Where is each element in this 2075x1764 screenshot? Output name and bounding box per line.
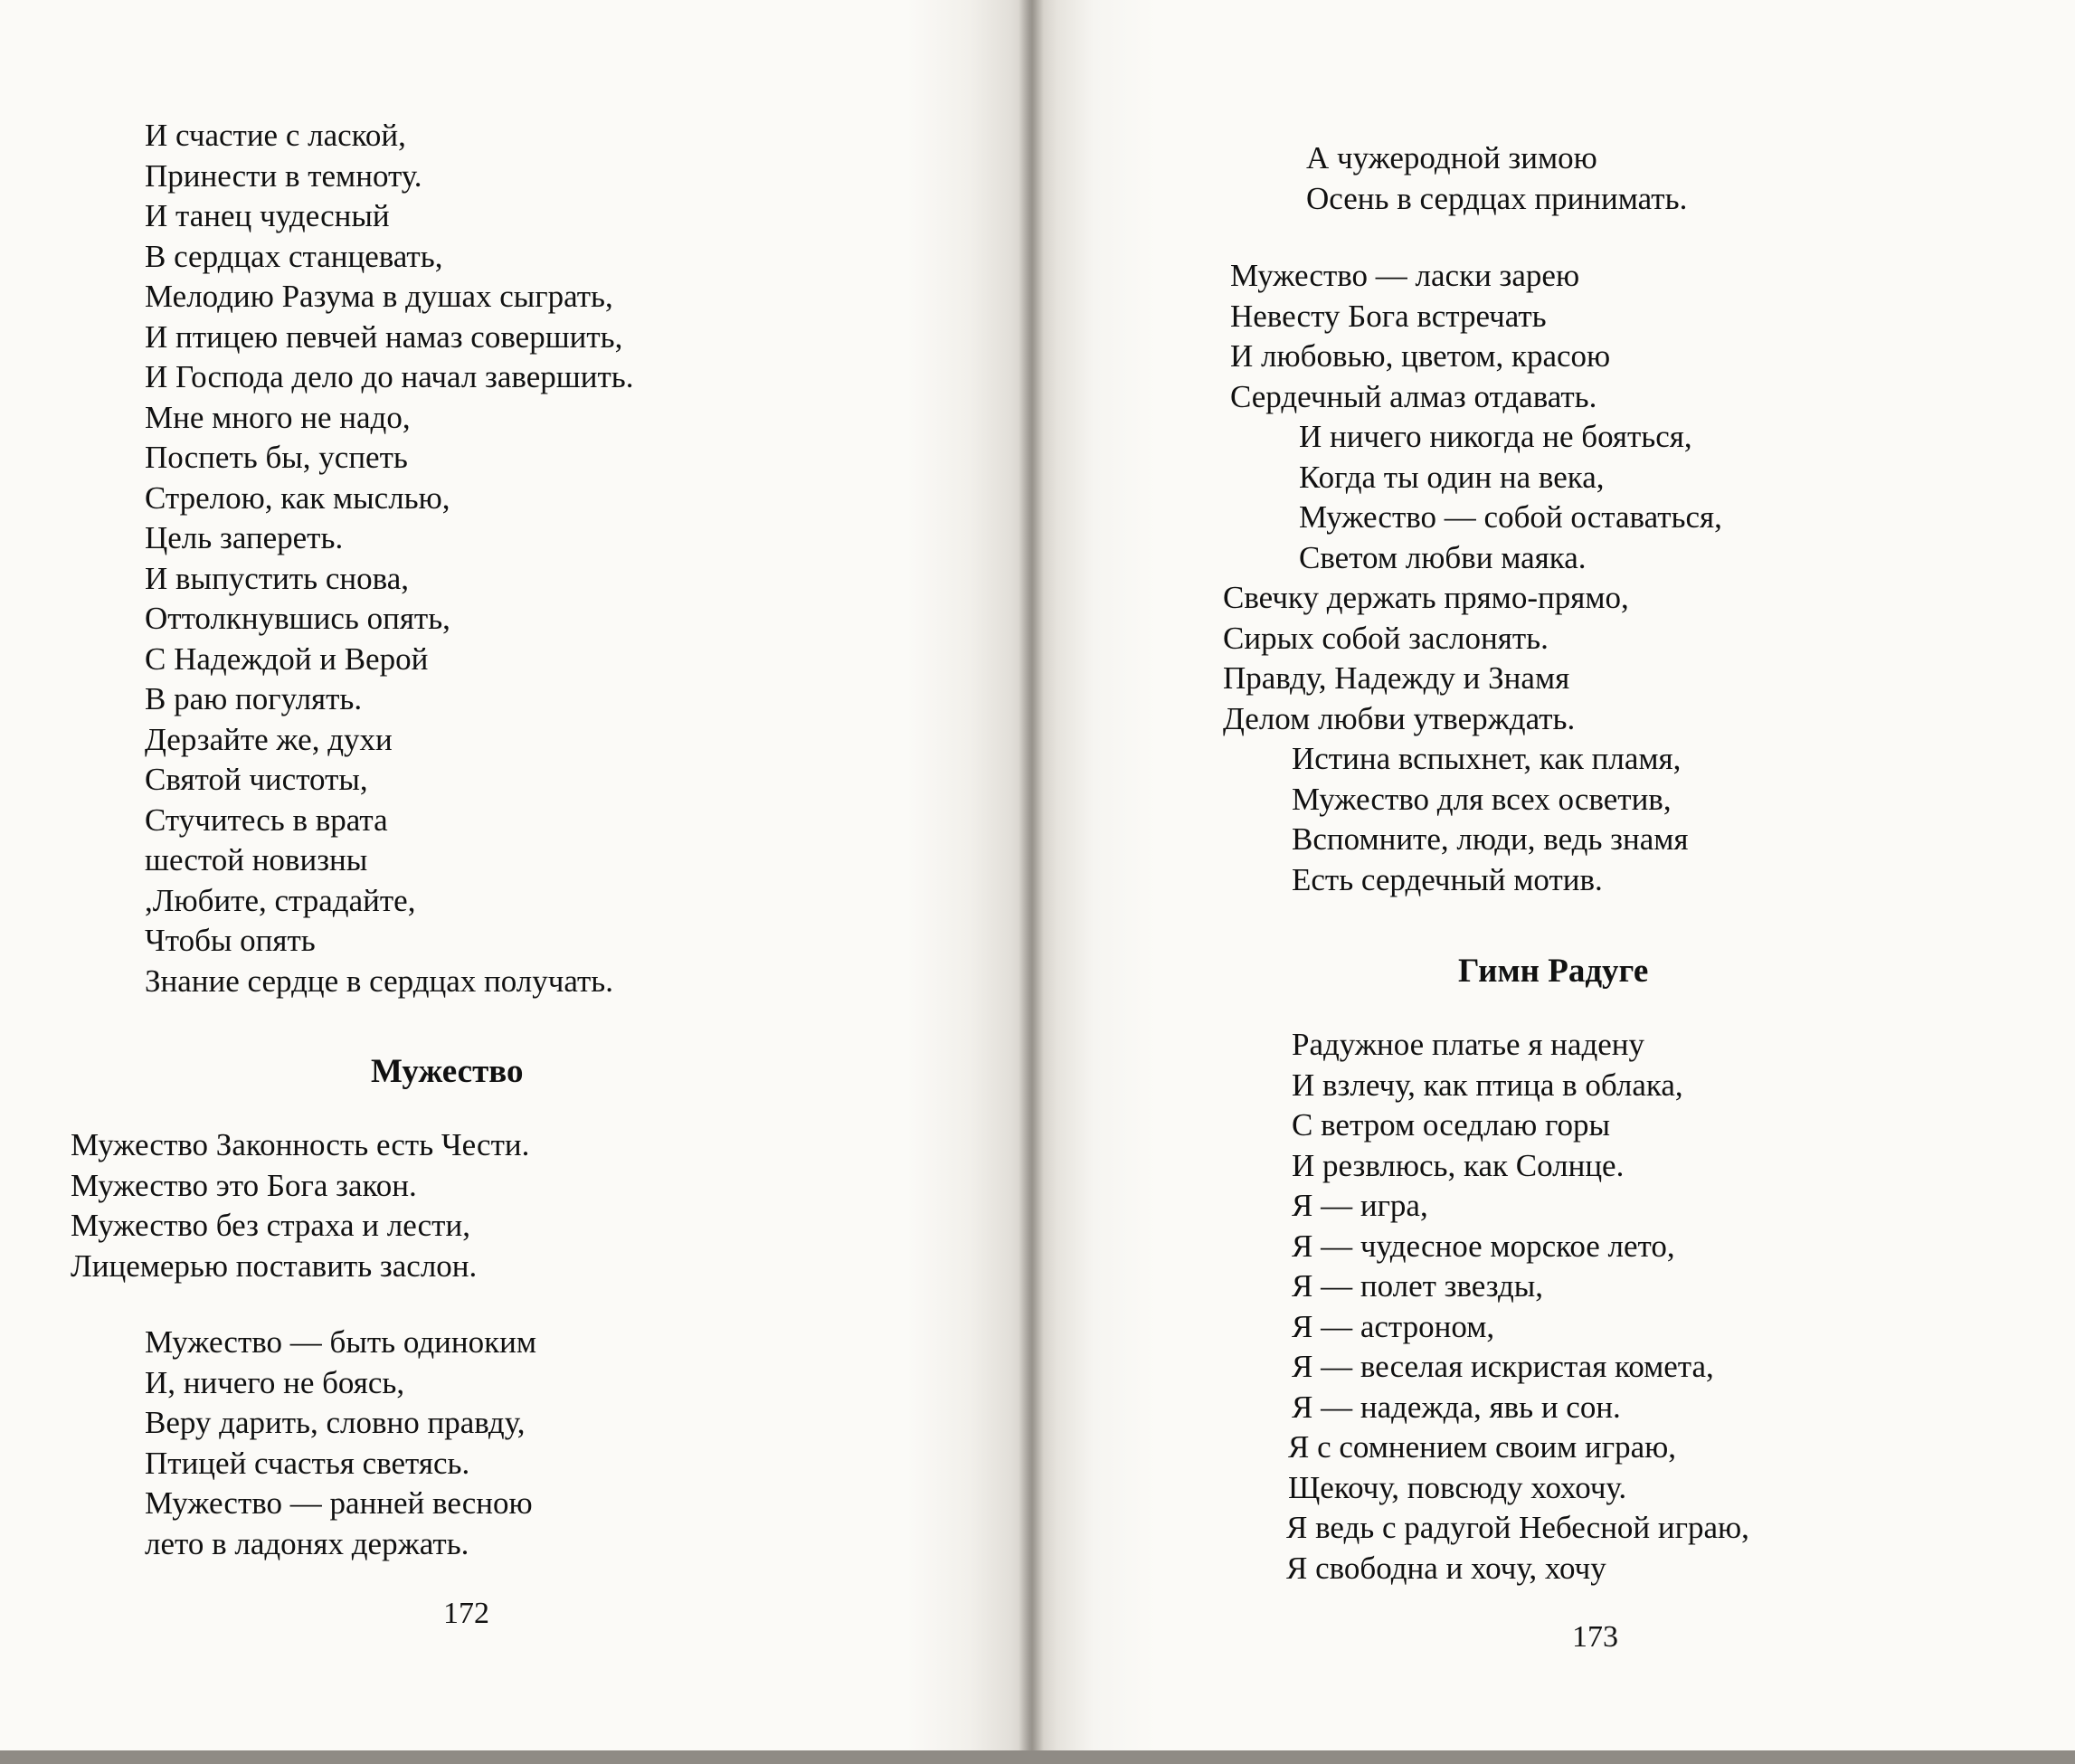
poem-line: Мужество это Бога закон. xyxy=(71,1167,417,1203)
poem-line: Мужество — собой оставаться, xyxy=(1299,499,1722,535)
poem-line: И любовью, цветом, красою xyxy=(1230,338,1611,374)
page-number: 172 xyxy=(443,1597,489,1630)
poem-line: В сердцах станцевать, xyxy=(145,238,443,274)
poem-line: Правду, Надежду и Знамя xyxy=(1223,660,1570,696)
poem-line: Радужное платье я надену xyxy=(1292,1027,1645,1062)
poem-title: Гимн Радуге xyxy=(1458,953,1649,990)
poem-line: С ветром оседлаю горы xyxy=(1292,1107,1611,1143)
poem-line: Щекочу, повсюду хохочу. xyxy=(1288,1469,1627,1505)
poem-line: Делом любви утверждать. xyxy=(1223,700,1576,736)
poem-line: Принести в темноту. xyxy=(145,157,422,194)
poem-line: Я — чудесное морское лето, xyxy=(1292,1228,1675,1264)
poem-line: И танец чудесный xyxy=(145,198,390,233)
poem-line: Мужество — быть одиноким xyxy=(145,1324,537,1360)
poem-title: Мужество xyxy=(371,1053,524,1090)
poem-body xyxy=(1286,1025,1749,1589)
poem-line: Сердечный алмаз отдавать. xyxy=(1230,378,1597,414)
poem-line: Есть сердечный мотив. xyxy=(1292,861,1603,897)
poem-line: А чужеродной зимою xyxy=(1306,140,1597,175)
poem-line: Стрелою, как мыслью, xyxy=(145,479,450,516)
poem-line: Мужество для всех осветив, xyxy=(1292,781,1672,817)
poem-line: лето в ладонях держать. xyxy=(145,1525,469,1561)
poem-line: Мужество Законность есть Чести. xyxy=(71,1127,530,1162)
left-page xyxy=(0,0,1031,1764)
poem-line: И ничего никогда не бояться, xyxy=(1299,419,1692,454)
poem-stanza xyxy=(71,1125,529,1286)
poem-line: Когда ты один на века, xyxy=(1299,459,1605,495)
poem-line: И взлечу, как птица в облака, xyxy=(1292,1067,1683,1103)
poem-line: Веру дарить, словно правду, xyxy=(145,1405,526,1440)
poem-line: Знание сердце в сердцах получать. xyxy=(145,963,614,999)
poem-line: Осень в сердцах принимать. xyxy=(1306,180,1688,216)
poem-line: Мелодию Разума в душах сыграть, xyxy=(145,279,613,314)
poem-line: Свечку держать прямо-прямо, xyxy=(1223,580,1629,615)
page-bottom-edge xyxy=(0,1750,2075,1764)
book-gutter xyxy=(1019,0,1044,1764)
poem-line: Птицей счастья светясь. xyxy=(145,1445,470,1481)
poem-line: И счастие с лаской, xyxy=(145,118,406,153)
poem-line: Мужество — ранней весною xyxy=(145,1485,533,1521)
poem-stanza xyxy=(1306,138,1687,219)
poem-line: Дерзайте же, духи xyxy=(145,721,393,757)
poem-line: Я — надежда, явь и сон. xyxy=(1292,1389,1621,1425)
poem-line: шестой новизны xyxy=(145,842,368,877)
poem-line: И выпустить снова, xyxy=(145,560,409,596)
poem-stanza xyxy=(1223,256,1722,900)
poem-line: Мне много не надо, xyxy=(145,399,411,435)
poem-line: Мужество без страха и лести, xyxy=(71,1208,470,1243)
poem-line: Цель запереть. xyxy=(145,520,344,555)
poem-line: Сирых собой заслонять. xyxy=(1223,620,1549,656)
poem-line: Поспеть бы, успеть xyxy=(145,440,408,475)
left-poem-continuation xyxy=(145,116,633,1001)
poem-line: Я — полет звезды, xyxy=(1292,1268,1544,1304)
poem-line: Лицемерью поставить заслон. xyxy=(71,1247,478,1284)
poem-line: И, ничего не боясь, xyxy=(145,1364,405,1400)
poem-line: С Надеждой и Верой xyxy=(145,640,429,677)
poem-line: В раю погулять. xyxy=(145,681,363,716)
poem-line: И Господа дело до начал завершить. xyxy=(145,359,634,394)
poem-stanza xyxy=(145,1323,536,1564)
poem-line: Чтобы опять xyxy=(145,923,316,958)
poem-line: Я — игра, xyxy=(1292,1188,1428,1223)
poem-line: И резвлюсь, как Солнце. xyxy=(1292,1147,1625,1183)
poem-line: Я свободна и хочу, хочу xyxy=(1286,1550,1606,1586)
poem-line: Стучитесь в врата xyxy=(145,801,388,838)
poem-line: Я — астроном, xyxy=(1292,1308,1495,1344)
poem-line: Я ведь с радугой Небесной играю, xyxy=(1286,1510,1749,1545)
poem-line: Оттолкнувшись опять, xyxy=(145,601,450,636)
poem-line: Вспомните, люди, ведь знамя xyxy=(1292,821,1689,857)
poem-line: Невесту Бога встречать xyxy=(1230,298,1547,334)
poem-line: Мужество — ласки зарею xyxy=(1230,258,1580,293)
poem-line: И птицею певчей намаз совершить, xyxy=(145,318,623,355)
poem-line: ,Любите, страдайте, xyxy=(145,882,416,918)
poem-line: Светом любви маяка. xyxy=(1299,539,1587,575)
poem-line: Истина вспыхнет, как пламя, xyxy=(1292,741,1682,776)
poem-line: Я — веселая искристая комета, xyxy=(1292,1349,1714,1384)
poem-line: Я с сомнением своим играю, xyxy=(1288,1429,1677,1465)
page-number: 173 xyxy=(1572,1620,1618,1654)
poem-line: Святой чистоты, xyxy=(145,762,368,797)
